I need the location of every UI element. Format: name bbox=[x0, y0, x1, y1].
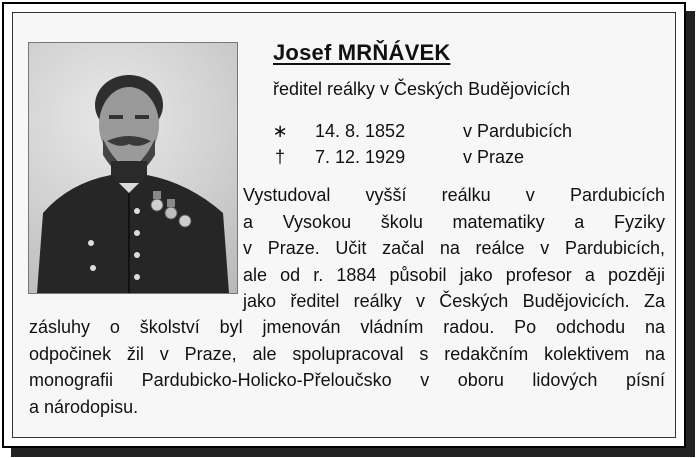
death-date: 7. 12. 1929 bbox=[315, 147, 406, 167]
birth-star-icon: ∗ bbox=[272, 121, 288, 141]
birth-place: v Pardubicích bbox=[463, 121, 573, 141]
portrait-illustration bbox=[29, 43, 237, 293]
bio-line: odpočinek žil v Praze, ale spolupracoval s redakčním kolektivem na bbox=[29, 343, 665, 364]
death-cross-icon: † bbox=[274, 147, 285, 167]
bio-line: jako ředitel reálky v Českých Budějovicích. Za bbox=[243, 291, 665, 311]
person-title: ředitel reálky v Českých Budějovicích bbox=[273, 79, 571, 99]
bio-line: ale od r. 1884 působil jako profesor a později bbox=[243, 264, 665, 285]
birth-date: 14. 8. 1852 bbox=[315, 121, 406, 141]
person-name: Josef MRŇÁVEK bbox=[273, 40, 451, 65]
biography-upper bbox=[243, 182, 665, 315]
biography-lower bbox=[29, 314, 665, 420]
death-place: v Praze bbox=[463, 147, 525, 167]
portrait-photo bbox=[28, 42, 238, 294]
bio-line: Vystudoval vyšší reálku v Pardubicích bbox=[243, 185, 665, 205]
bio-line: monografii Pardubicko-Holicko-Přeloučsko v oboru lidových písní bbox=[29, 370, 665, 390]
bio-line: v Praze. Učit začal na reálce v Pardubicích, bbox=[243, 238, 665, 258]
bio-line: a národopisu. bbox=[29, 396, 139, 417]
bio-line: a Vysokou školu matematiky a Fyziky bbox=[243, 211, 665, 232]
bio-line: zásluhy o školství byl jmenován vládním radou. Po odchodu na bbox=[29, 317, 665, 337]
